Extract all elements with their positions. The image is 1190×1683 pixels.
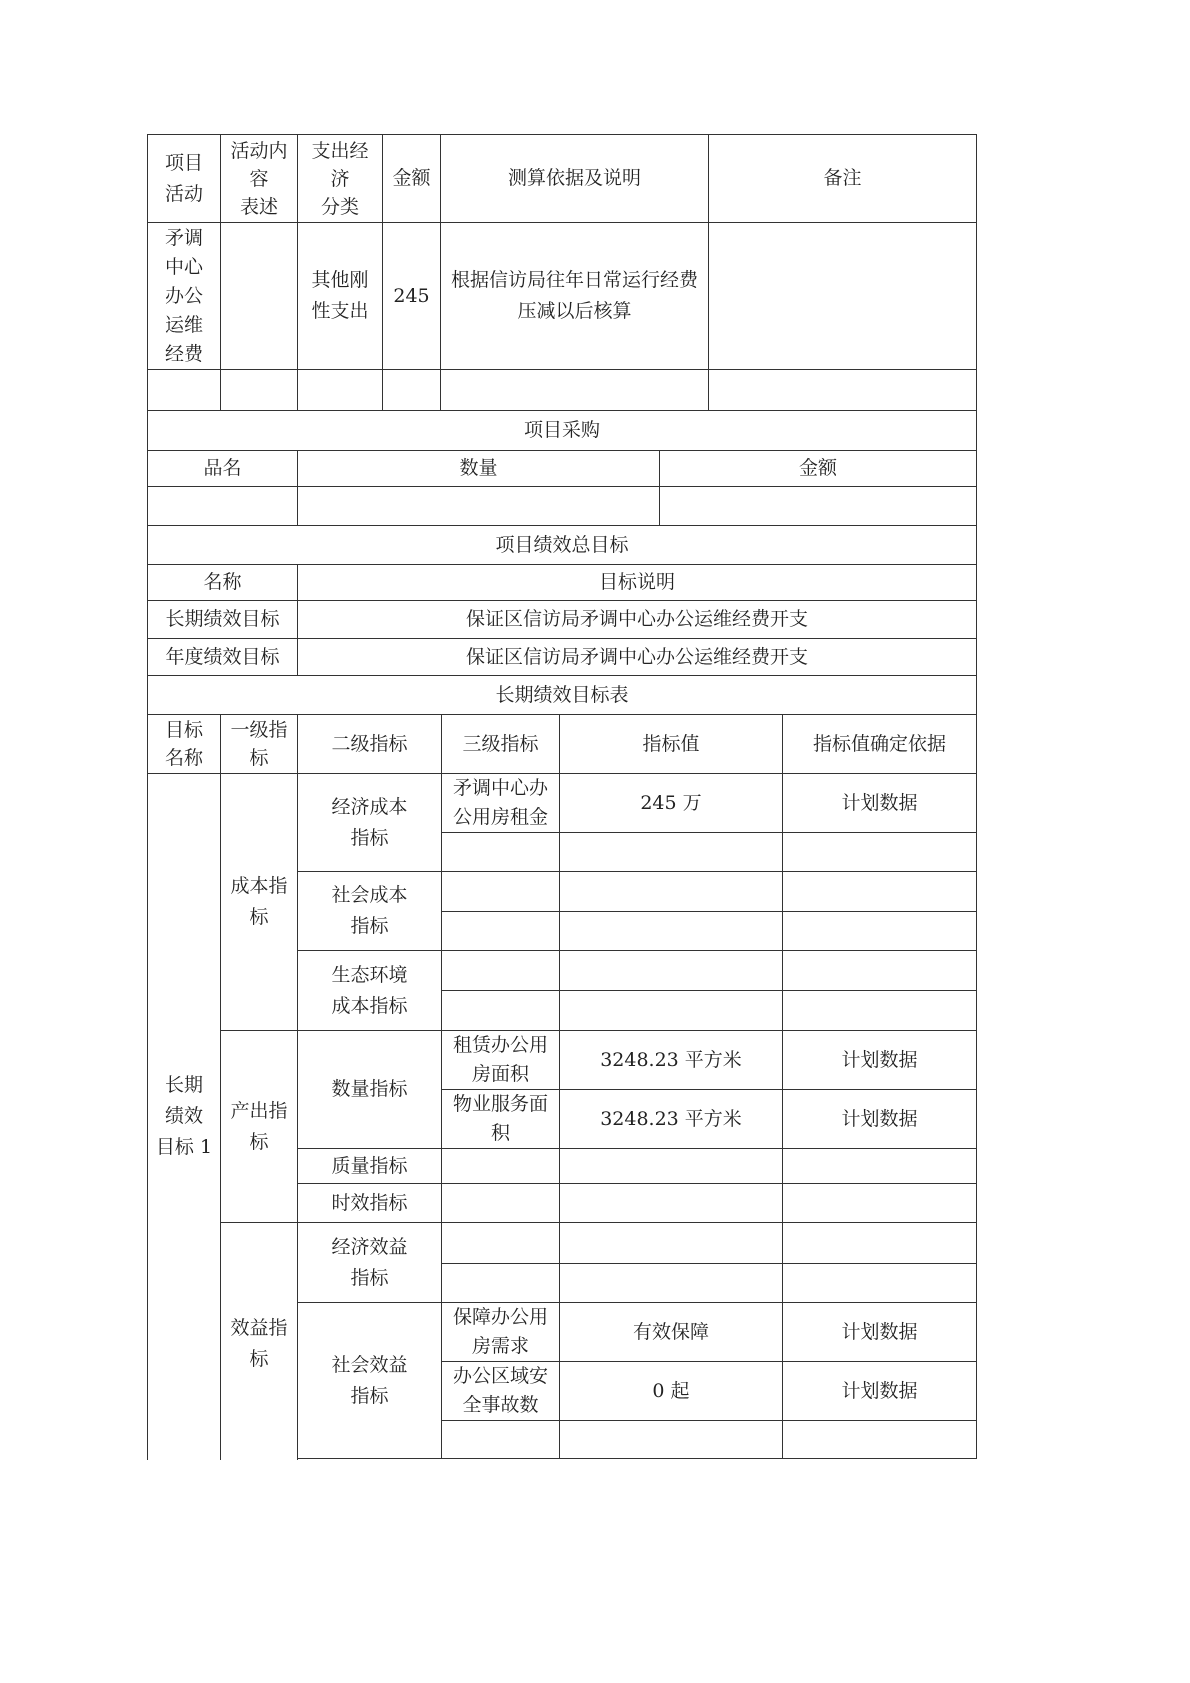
level2-economic-benefit: 经济效益 指标 xyxy=(298,1223,442,1303)
empty-cell xyxy=(783,991,977,1031)
overall-goal-desc: 保证区信访局矛调中心办公运维经费开支 xyxy=(298,639,977,676)
empty-cell xyxy=(441,370,709,411)
procurement-title: 项目采购 xyxy=(148,411,977,451)
empty-cell xyxy=(560,1149,783,1184)
empty-cell xyxy=(148,370,221,411)
empty-cell xyxy=(709,370,977,411)
header-level3: 三级指标 xyxy=(442,715,560,774)
level2-timeliness: 时效指标 xyxy=(298,1184,442,1223)
activity-amount: 245 xyxy=(383,223,441,370)
empty-cell xyxy=(560,1223,783,1264)
empty-cell xyxy=(442,991,560,1031)
empty-cell xyxy=(560,991,783,1031)
empty-cell xyxy=(783,872,977,912)
long-term-indicator-table xyxy=(147,714,977,1460)
empty-cell xyxy=(442,833,560,872)
empty-cell xyxy=(783,951,977,991)
overall-goal-desc: 保证区信访局矛调中心办公运维经费开支 xyxy=(298,601,977,639)
level3-cell: 办公区域安 全事故数 xyxy=(442,1362,560,1421)
basis-cell: 计划数据 xyxy=(783,1303,977,1362)
value-cell: 245 万 xyxy=(560,774,783,833)
level2-economic-cost: 经济成本 指标 xyxy=(298,774,442,872)
activity-basis: 根据信访局往年日常运行经费 压减以后核算 xyxy=(441,223,709,370)
activity-remark xyxy=(709,223,977,370)
activity-content xyxy=(221,223,298,370)
level2-social-benefit: 社会效益 指标 xyxy=(298,1303,442,1459)
procurement-header-qty: 数量 xyxy=(298,451,660,487)
level2-social-cost: 社会成本 指标 xyxy=(298,872,442,951)
level1-output: 产出指 标 xyxy=(221,1031,298,1223)
procurement-header-row xyxy=(148,451,977,487)
empty-cell xyxy=(298,1459,442,1460)
procurement-goal-table xyxy=(147,410,977,715)
header-amount: 金额 xyxy=(383,135,441,223)
level2-eco-cost: 生态环境 成本指标 xyxy=(298,951,442,1031)
activity-table xyxy=(147,134,977,411)
indicator-row xyxy=(148,774,977,833)
empty-cell xyxy=(383,370,441,411)
long-term-table-title: 长期绩效目标表 xyxy=(148,676,977,715)
procurement-title-row xyxy=(148,411,977,451)
level3-cell: 矛调中心办 公用房租金 xyxy=(442,774,560,833)
overall-goal-title: 项目绩效总目标 xyxy=(148,526,977,565)
empty-cell xyxy=(560,1184,783,1223)
empty-cell xyxy=(783,1421,977,1459)
overall-goal-name: 年度绩效目标 xyxy=(148,639,298,676)
empty-cell xyxy=(442,1459,560,1460)
empty-cell xyxy=(783,1223,977,1264)
activity-name: 矛调 中心 办公 运维 经费 xyxy=(148,223,221,370)
empty-cell xyxy=(783,1149,977,1184)
header-goal-name: 目标 名称 xyxy=(148,715,221,774)
empty-cell xyxy=(442,872,560,912)
basis-cell: 计划数据 xyxy=(783,774,977,833)
value-cell: 有效保障 xyxy=(560,1303,783,1362)
header-activity-content: 活动内 容 表述 xyxy=(221,135,298,223)
level2-quantity: 数量指标 xyxy=(298,1031,442,1149)
empty-cell xyxy=(148,487,298,526)
empty-cell xyxy=(660,487,977,526)
empty-cell xyxy=(783,833,977,872)
value-cell: 3248.23 平方米 xyxy=(560,1031,783,1090)
header-level1: 一级指 标 xyxy=(221,715,298,774)
overall-goal-row xyxy=(148,601,977,639)
level3-cell: 物业服务面 积 xyxy=(442,1090,560,1149)
header-project-activity: 项目 活动 xyxy=(148,135,221,223)
empty-cell xyxy=(442,1421,560,1459)
empty-cell xyxy=(560,951,783,991)
empty-cell xyxy=(783,1264,977,1303)
activity-category: 其他刚 性支出 xyxy=(298,223,383,370)
activity-row xyxy=(148,223,977,370)
empty-cell xyxy=(560,1421,783,1459)
header-remark: 备注 xyxy=(709,135,977,223)
procurement-empty-row xyxy=(148,487,977,526)
overall-goal-header-name: 名称 xyxy=(148,565,298,601)
empty-cell xyxy=(442,951,560,991)
empty-cell xyxy=(442,1264,560,1303)
activity-header-row xyxy=(148,135,977,223)
empty-cell xyxy=(783,912,977,951)
overall-goal-title-row xyxy=(148,526,977,565)
empty-cell xyxy=(298,487,660,526)
header-level2: 二级指标 xyxy=(298,715,442,774)
overall-goal-name: 长期绩效目标 xyxy=(148,601,298,639)
empty-cell xyxy=(560,1264,783,1303)
level3-cell: 租赁办公用 房面积 xyxy=(442,1031,560,1090)
empty-cell xyxy=(560,872,783,912)
procurement-header-amount: 金额 xyxy=(660,451,977,487)
empty-cell xyxy=(560,1459,783,1460)
level3-cell: 保障办公用 房需求 xyxy=(442,1303,560,1362)
indicator-row xyxy=(148,1223,977,1264)
level1-benefit: 效益指 标 xyxy=(221,1223,298,1460)
empty-cell xyxy=(442,1223,560,1264)
empty-cell xyxy=(442,912,560,951)
indicator-row xyxy=(148,1031,977,1090)
empty-cell xyxy=(783,1184,977,1223)
empty-cell xyxy=(560,912,783,951)
overall-goal-row xyxy=(148,639,977,676)
long-term-title-row xyxy=(148,676,977,715)
activity-empty-row xyxy=(148,370,977,411)
empty-cell xyxy=(783,1459,977,1460)
basis-cell: 计划数据 xyxy=(783,1362,977,1421)
level1-cost: 成本指 标 xyxy=(221,774,298,1031)
goal-name-cell: 长期 绩效 目标 1 xyxy=(148,774,221,1460)
empty-cell xyxy=(442,1149,560,1184)
empty-cell xyxy=(298,370,383,411)
overall-goal-header-row xyxy=(148,565,977,601)
basis-cell: 计划数据 xyxy=(783,1031,977,1090)
empty-cell xyxy=(221,370,298,411)
value-cell: 0 起 xyxy=(560,1362,783,1421)
header-value: 指标值 xyxy=(560,715,783,774)
overall-goal-header-desc: 目标说明 xyxy=(298,565,977,601)
empty-cell xyxy=(560,833,783,872)
header-basis: 测算依据及说明 xyxy=(441,135,709,223)
procurement-header-name: 品名 xyxy=(148,451,298,487)
header-expense-category: 支出经 济 分类 xyxy=(298,135,383,223)
value-cell: 3248.23 平方米 xyxy=(560,1090,783,1149)
indicator-header-row xyxy=(148,715,977,774)
header-basis: 指标值确定依据 xyxy=(783,715,977,774)
empty-cell xyxy=(442,1184,560,1223)
level2-quality: 质量指标 xyxy=(298,1149,442,1184)
basis-cell: 计划数据 xyxy=(783,1090,977,1149)
